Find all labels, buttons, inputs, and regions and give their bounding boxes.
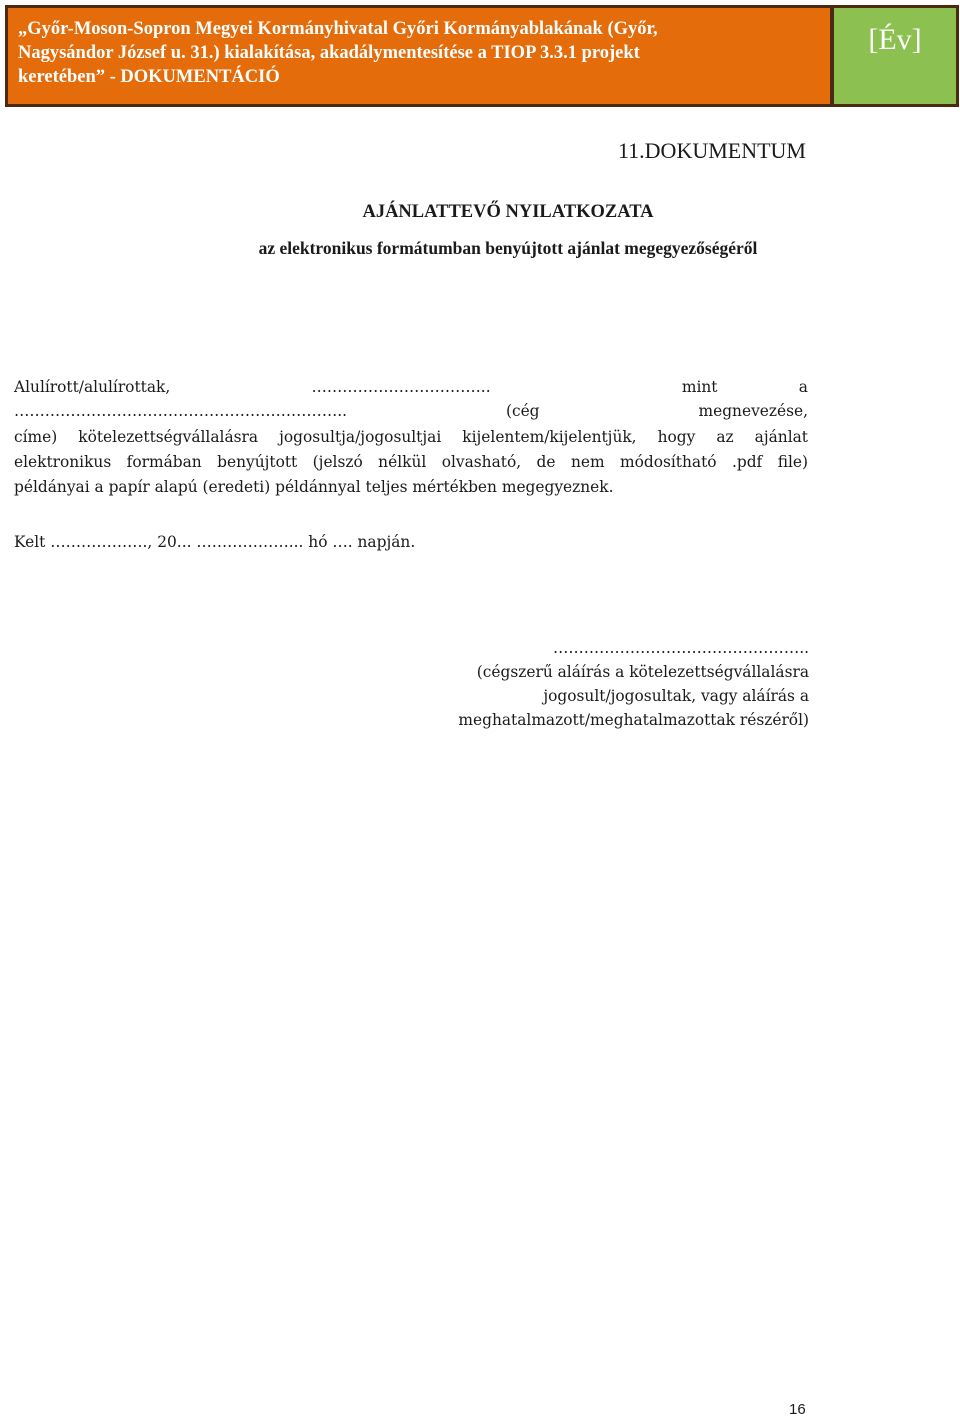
paragraph-word: Alulírott/alulírottak,	[14, 378, 171, 396]
signature-caption: (cégszerű aláírás a kötelezettségvállalásra	[476, 663, 809, 681]
paragraph-line	[14, 402, 808, 420]
paragraph-line: címe) kötelezettségvállalásra jogosultja/jogosultjai kijelentem/kijelentjük, hogy az ajánlat	[14, 428, 808, 446]
page-number: 16	[789, 1401, 806, 1418]
paragraph-word: (cég	[505, 402, 540, 420]
fill-in-dots: ………………………………………………………..	[14, 402, 347, 420]
header-title-line: keretében” - DOKUMENTÁCIÓ	[18, 67, 280, 87]
paragraph-word: mint	[681, 378, 718, 396]
document-title: AJÁNLATTEVŐ NYILATKOZATA	[362, 202, 654, 222]
header-title-box	[8, 8, 830, 104]
paragraph-word: a	[798, 378, 808, 396]
signature-caption: jogosult/jogosultak, vagy aláírás a	[543, 687, 809, 705]
date-line: Kelt ………………., 20... ………………... hó …. napján.	[14, 533, 416, 551]
paragraph-line: példányai a papír alapú (eredeti) példánnyal teljes mértékben megegyeznek.	[14, 478, 614, 496]
document-number: 11.DOKUMENTUM	[617, 138, 806, 163]
paragraph-line: elektronikus formában benyújtott (jelszó nélkül olvasható, de nem módosítható .pdf file)	[14, 453, 808, 471]
signature-caption: meghatalmazott/meghatalmazottak részéről)	[458, 711, 809, 729]
signature-dots: …………………………………………..	[552, 639, 809, 657]
header-title-line: „Győr-Moson-Sopron Megyei Kormányhivatal Győri Kormányablakának (Győr,	[18, 19, 658, 39]
signature-block	[458, 636, 809, 732]
paragraph-word: megnevezése,	[698, 402, 808, 420]
year-placeholder: [Év]	[834, 8, 956, 104]
document-subtitle: az elektronikus formátumban benyújtott ajánlat megegyezőségéről	[258, 238, 758, 258]
fill-in-dots: ……………………………..	[311, 378, 491, 396]
paragraph-line	[14, 378, 808, 396]
header-title-line: Nagysándor József u. 31.) kialakítása, akadálymentesítése a TIOP 3.3.1 projekt	[18, 43, 640, 63]
document-header	[5, 5, 959, 107]
